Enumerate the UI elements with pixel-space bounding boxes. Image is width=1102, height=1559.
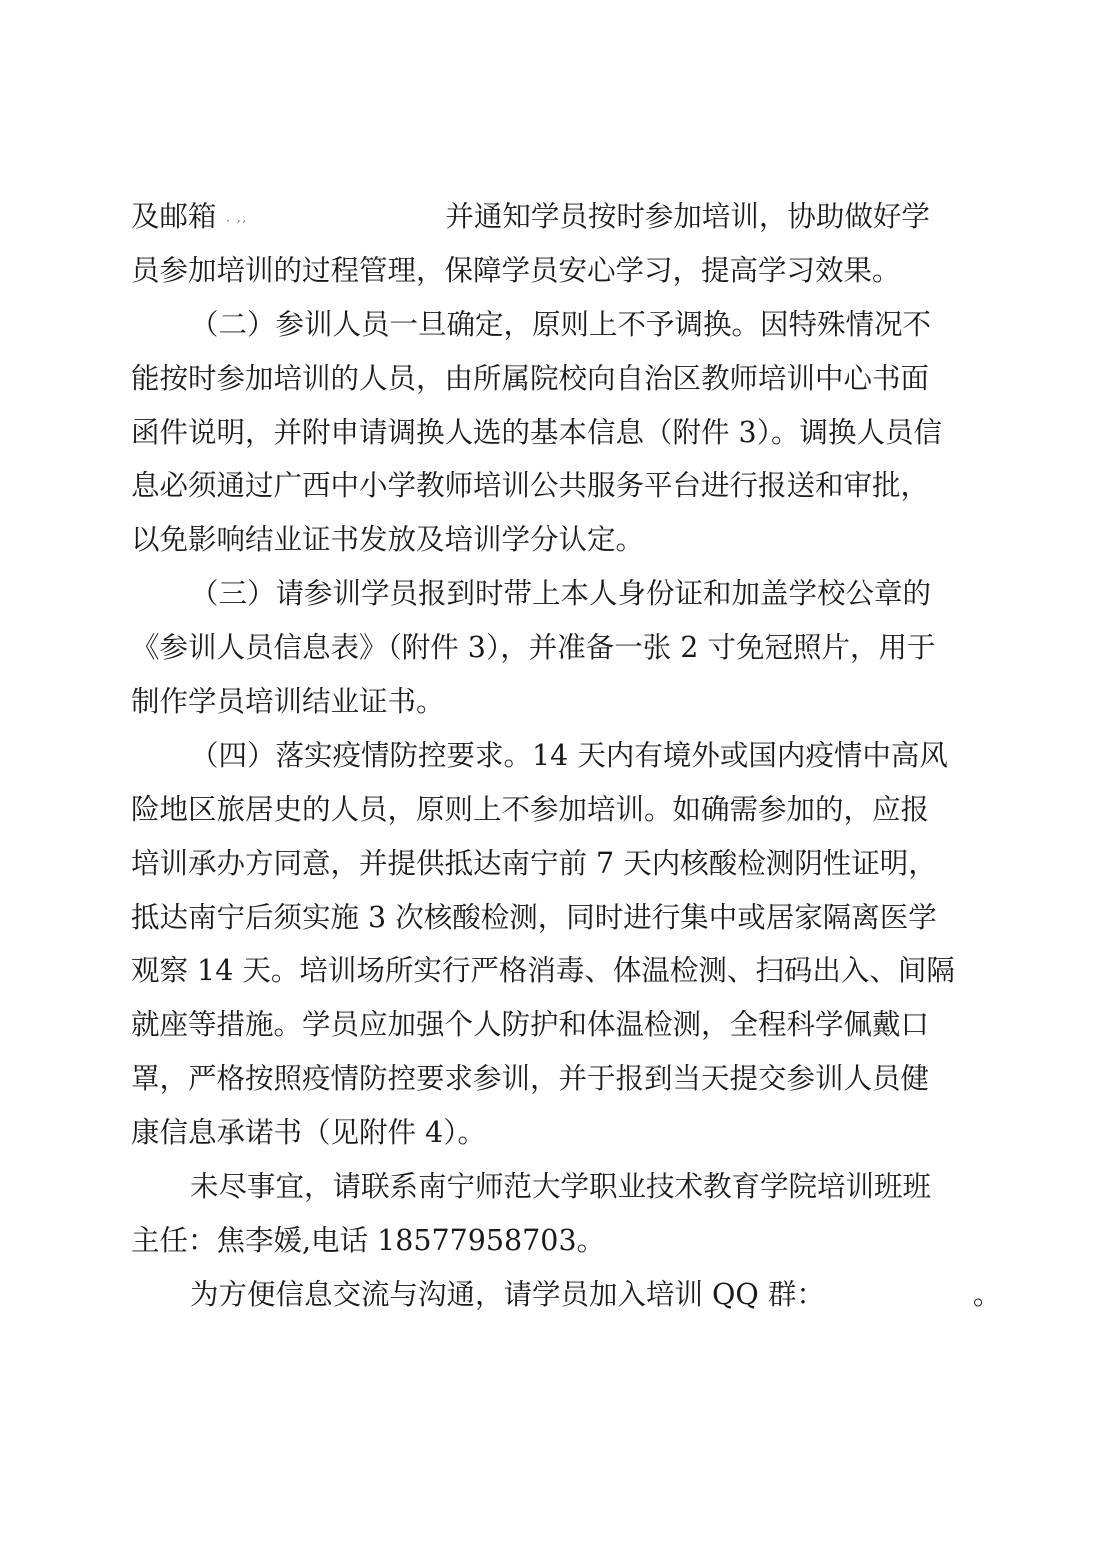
text-line: 罩，严格按照疫情防控要求参训，并于报到当天提交参训人员健	[131, 1062, 930, 1096]
text-line: 抵达南宁后须实施 3 次核酸检测，同时进行集中或居家隔离医学	[131, 900, 937, 934]
text-line: 险地区旅居史的人员，原则上不参加培训。如确需参加的，应报	[131, 792, 930, 826]
paragraph-start-line: 未尽事宜，请联系南宁师范大学职业技术教育学院培训班班	[190, 1170, 932, 1204]
text-line: 制作学员培训结业证书。	[131, 685, 445, 719]
text-line: 函件说明，并附申请调换人选的基本信息（附件 3）。调换人员信	[131, 415, 942, 449]
paragraph-start-line: （三）请参训学员报到时带上本人身份证和加盖学校公章的	[190, 577, 932, 611]
text-line: 观察 14 天。培训场所实行严格消毒、体温检测、扫码出入、间隔	[131, 954, 955, 988]
text-line: 就座等措施。学员应加强个人防护和体温检测，全程科学佩戴口	[131, 1008, 930, 1042]
paragraph-start-line: （四）落实疫情防控要求。14 天内有境外或国内疫情中高风	[190, 738, 948, 772]
text-line: 息必须通过广西中小学教师培训公共服务平台进行报送和审批，	[131, 469, 930, 503]
text-line: 员参加培训的过程管理，保障学员安心学习，提高学习效果。	[131, 253, 901, 287]
contact-line: 主任：焦李媛,电话 18577958703。	[131, 1223, 606, 1257]
qq-group-label: 为方便信息交流与沟通，请学员加入培训 QQ 群：	[190, 1277, 825, 1311]
redacted-email	[249, 207, 439, 231]
text-line: 《参训人员信息表》（附件 3），并准备一张 2 寸免冠照片，用于	[131, 631, 936, 665]
text-line: 培训承办方同意，并提供抵达南宁前 7 天内核酸检测阴性证明，	[131, 846, 937, 880]
text-segment: 并通知学员按时参加培训，协助做好学	[445, 200, 930, 233]
paragraph-start-line: （二）参训人员一旦确定，原则上不予调换。因特殊情况不	[190, 307, 932, 341]
text-segment: 。	[972, 1277, 1002, 1311]
text-line: 康信息承诺书（见附件 4）。	[131, 1116, 486, 1150]
text-line	[131, 190, 971, 244]
text-line: 以免影响结业证书发放及培训学分认定。	[131, 523, 645, 557]
redaction-marks: . ‚‚	[225, 209, 248, 226]
redacted-qq-number	[831, 1284, 971, 1308]
text-line: 能按时参加培训的人员，由所属院校向自治区教师培训中心书面	[131, 361, 930, 395]
email-label: 及邮箱	[131, 200, 217, 233]
document-body	[131, 190, 1002, 1322]
qq-group-line	[131, 1268, 1002, 1322]
